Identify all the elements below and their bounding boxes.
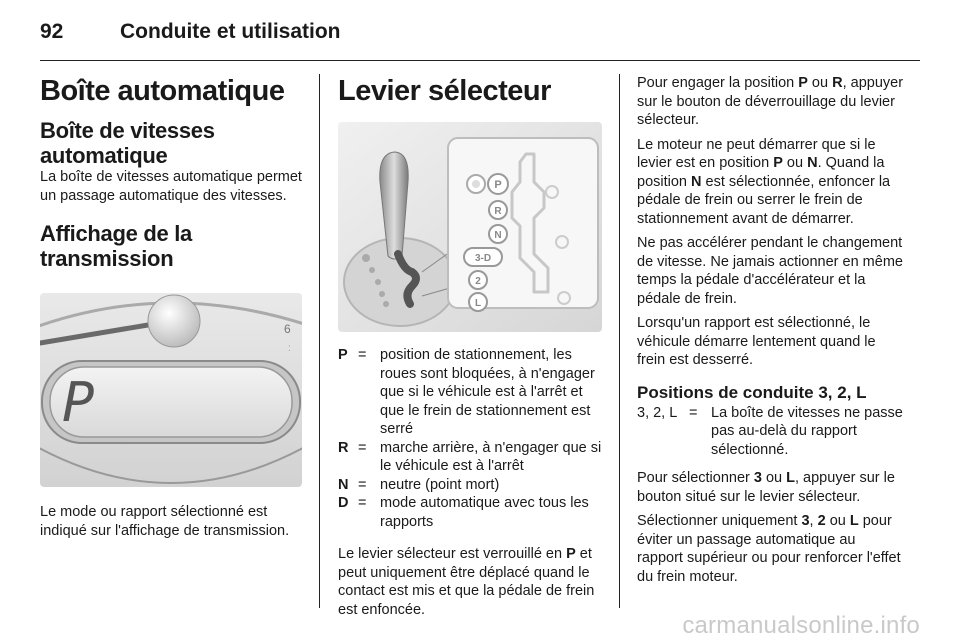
lever-lock-paragraph: Le levier sélecteur est verrouillé en P et peut uniquement être déplacé quand le contact est mis et que la pédale de frein est enfoncée. (338, 546, 595, 618)
definition-row (338, 476, 602, 495)
subsection-title-gearbox: Boîte de vitesses automatique (40, 118, 215, 168)
section-title: Boîte automatique (40, 75, 285, 107)
definition-value: marche arrière, à n'engager que si le véhicule est à l'arrêt (380, 439, 602, 474)
subsection-title-display: Affichage de la transmission (40, 221, 192, 271)
engine-brake-paragraph: Sélectionner uniquement 3, 2 ou L pour éviter un passage automatique au rapport supérieur ou pour renforcer l'effet du frein moteur. (637, 513, 901, 585)
definition-value: neutre (point mort) (380, 476, 500, 493)
definition-eq: = (358, 495, 367, 511)
selector-lever-illustration (338, 122, 602, 332)
gate-n-label: N (494, 230, 502, 241)
column-divider-2 (619, 74, 620, 608)
gate-r-label: R (494, 206, 502, 217)
transmission-display-photo (40, 293, 302, 487)
unlock-paragraph: Pour engager la position P ou R, appuyer sur le bouton de déverrouillage du levier sélecteur. (637, 75, 904, 128)
gear-definitions (338, 346, 602, 531)
creep-paragraph: Lorsqu'un rapport est sélectionné, le véhicule démarre lentement quand le frein est desserré. (637, 315, 876, 368)
definition-value: mode automatique avec tous les rapports (380, 495, 589, 530)
accelerate-warning-paragraph: Ne pas accélérer pendant le changement de vitesse. Ne jamais actionner en même temps la pédale d'accélérateur et la pédale de frein. (637, 235, 903, 307)
driving-positions-title: Positions de conduite 3, 2, L (637, 382, 867, 402)
gate-d-label: 3-D (474, 253, 492, 264)
column-3 (637, 74, 905, 586)
gearbox-paragraph: La boîte de vitesses automatique permet un passage automatique des vitesses. (40, 169, 302, 204)
definition-key: D (338, 495, 349, 511)
definition-row (338, 439, 602, 476)
watermark: carmanualsonline.info (682, 612, 920, 639)
column-divider-1 (319, 74, 320, 608)
definition-eq: = (689, 404, 698, 421)
definition-value: position de stationnement, les roues sont bloquées, à n'engager que si le véhicule est à l'arrêt et que le frein de stationnement est serré (380, 347, 595, 437)
definition-value: La boîte de vitesses ne passe pas au-delà du rapport sélectionné. (711, 404, 903, 458)
definition-row (338, 494, 602, 531)
gate-p-label: P (494, 179, 502, 191)
column-2 (338, 74, 602, 619)
driving-positions-definition (637, 404, 905, 460)
page-header (40, 18, 920, 58)
display-paragraph: Le mode ou rapport sélectionné est indiqué sur l'affichage de transmission. (40, 504, 290, 539)
select-button-paragraph: Pour sélectionner 3 ou L, appuyer sur le bouton situé sur le levier sélecteur. (637, 470, 895, 505)
page-number: 92 (40, 20, 64, 43)
display-letter: P (62, 371, 95, 434)
header-rule (40, 60, 920, 61)
column-1 (40, 74, 302, 540)
svg-text:6: 6 (284, 322, 291, 336)
gate-2-label: 2 (475, 276, 481, 287)
definition-eq: = (358, 476, 367, 493)
definition-eq: = (358, 439, 367, 456)
selector-title: Levier sélecteur (338, 75, 551, 107)
definition-eq: = (358, 347, 367, 363)
definition-key: P (338, 347, 348, 363)
definition-row (338, 346, 602, 439)
definition-row (637, 404, 905, 460)
definition-key: 3, 2, L (637, 404, 678, 421)
engine-start-paragraph: Le moteur ne peut démarrer que si le levier est en position P ou N. Quand la position N est sélectionnée, enfoncer la pédale de frein ou serrer le frein de stationnement avant de démarrer. (637, 136, 891, 227)
definition-key: R (338, 439, 349, 456)
gate-l-label: L (474, 298, 482, 309)
running-title: Conduite et utilisation (120, 20, 341, 43)
svg-text::: : (288, 343, 291, 354)
definition-key: N (338, 476, 349, 493)
